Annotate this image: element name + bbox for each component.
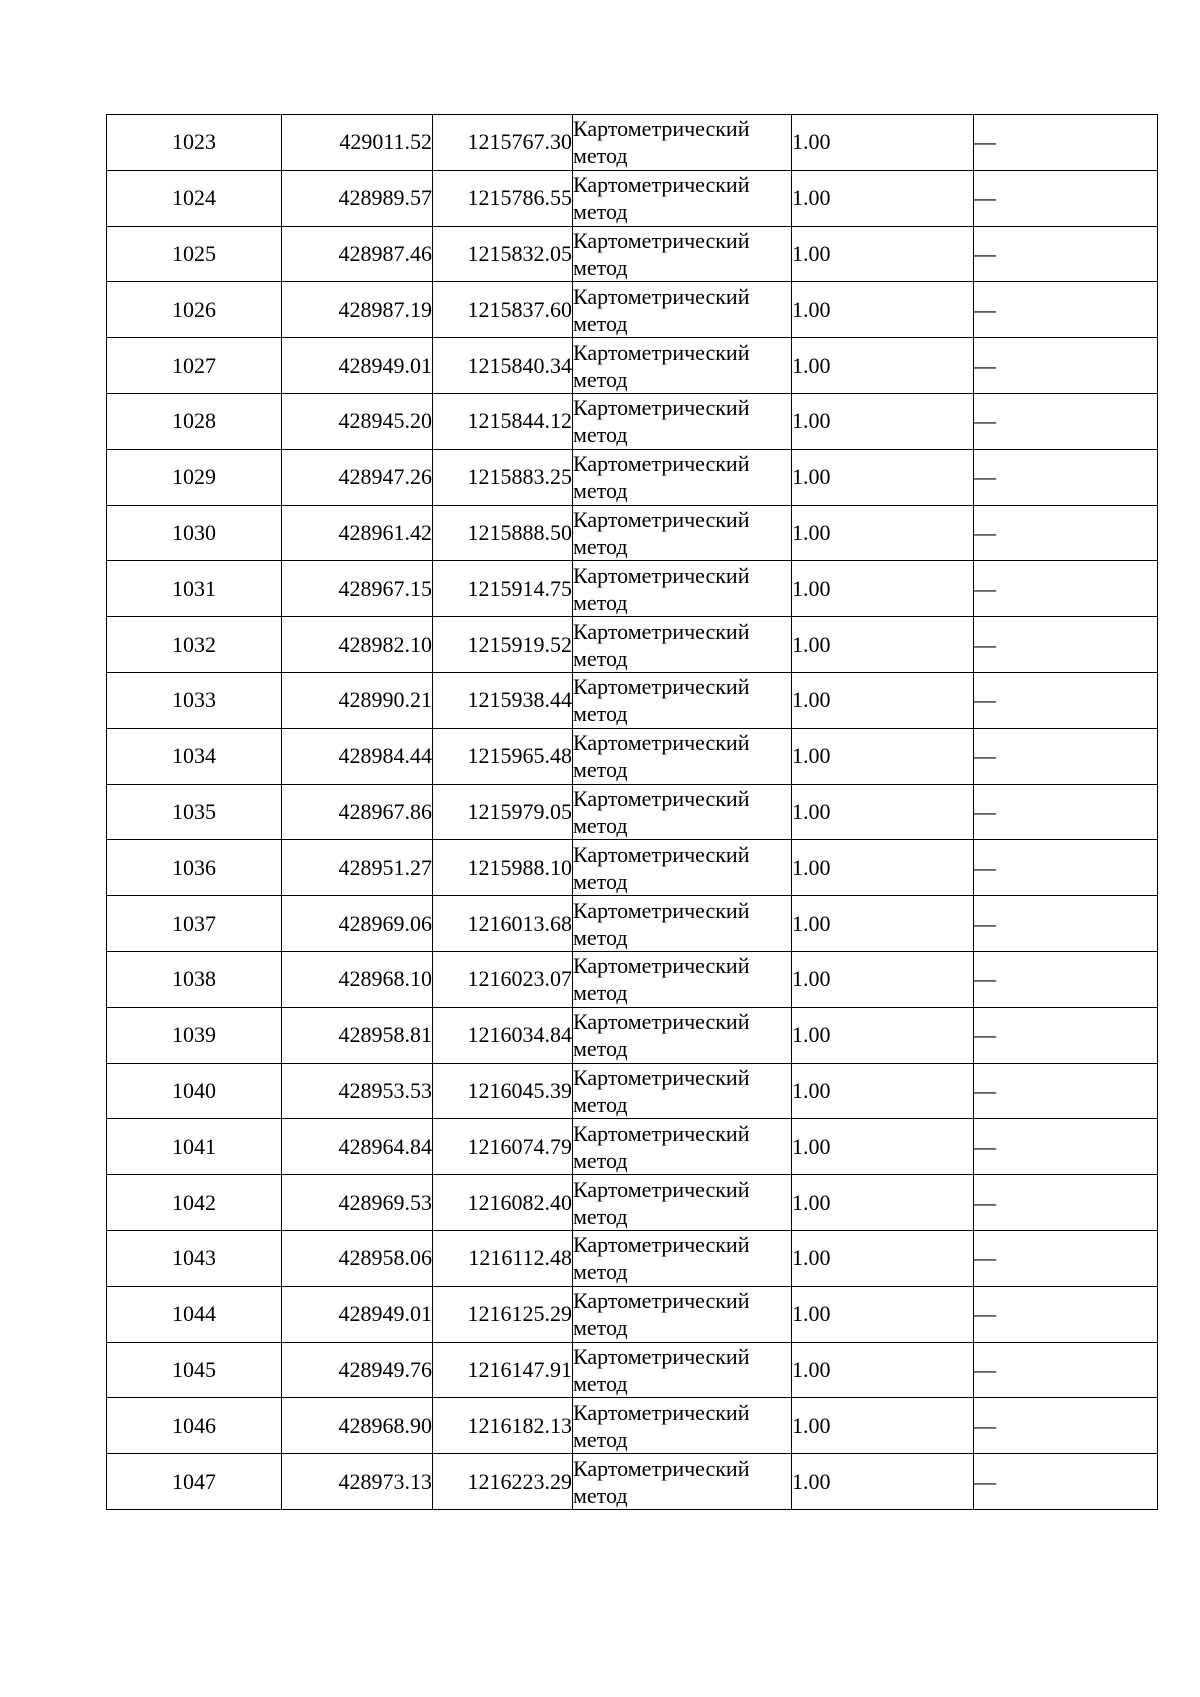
point-number-cell: 1024 <box>107 170 282 226</box>
y-coordinate-cell: 1215919.52 <box>433 617 573 673</box>
method-cell <box>573 728 792 784</box>
table-row <box>107 226 1158 282</box>
description-cell: — <box>974 561 1158 617</box>
x-coordinate-cell: 428982.10 <box>282 617 433 673</box>
precision-cell: 1.00 <box>792 840 974 896</box>
point-number-cell: 1045 <box>107 1342 282 1398</box>
method-text: Картометрический метод <box>573 283 750 336</box>
description-cell: — <box>974 896 1158 952</box>
table-row <box>107 1007 1158 1063</box>
precision-cell: 1.00 <box>792 896 974 952</box>
precision-cell: 1.00 <box>792 393 974 449</box>
precision-cell: 1.00 <box>792 505 974 561</box>
precision-cell: 1.00 <box>792 338 974 394</box>
method-cell <box>573 1119 792 1175</box>
method-text: Картометрический метод <box>573 1343 750 1396</box>
description-cell: — <box>974 1398 1158 1454</box>
x-coordinate-cell: 428987.46 <box>282 226 433 282</box>
y-coordinate-cell: 1216074.79 <box>433 1119 573 1175</box>
y-coordinate-cell: 1216182.13 <box>433 1398 573 1454</box>
description-cell: — <box>974 170 1158 226</box>
y-coordinate-cell: 1215832.05 <box>433 226 573 282</box>
description-cell: — <box>974 784 1158 840</box>
point-number-cell: 1027 <box>107 338 282 394</box>
y-coordinate-cell: 1216125.29 <box>433 1286 573 1342</box>
method-cell <box>573 505 792 561</box>
point-number-cell: 1040 <box>107 1063 282 1119</box>
point-number-cell: 1042 <box>107 1175 282 1231</box>
precision-cell: 1.00 <box>792 115 974 171</box>
method-text: Картометрический метод <box>573 172 750 225</box>
point-number-cell: 1028 <box>107 393 282 449</box>
x-coordinate-cell: 428987.19 <box>282 282 433 338</box>
method-text: Картометрический метод <box>573 841 750 894</box>
x-coordinate-cell: 428953.53 <box>282 1063 433 1119</box>
table-row <box>107 1286 1158 1342</box>
y-coordinate-cell: 1215965.48 <box>433 728 573 784</box>
x-coordinate-cell: 428973.13 <box>282 1454 433 1510</box>
precision-cell: 1.00 <box>792 1398 974 1454</box>
method-text: Картометрический метод <box>573 1399 750 1452</box>
precision-cell: 1.00 <box>792 1286 974 1342</box>
method-cell <box>573 449 792 505</box>
description-cell: — <box>974 1454 1158 1510</box>
method-text: Картометрический метод <box>573 785 750 838</box>
method-cell <box>573 282 792 338</box>
method-cell <box>573 672 792 728</box>
method-cell <box>573 1342 792 1398</box>
method-text: Картометрический метод <box>573 1120 750 1173</box>
precision-cell: 1.00 <box>792 1119 974 1175</box>
y-coordinate-cell: 1215767.30 <box>433 115 573 171</box>
description-cell: — <box>974 226 1158 282</box>
method-cell <box>573 617 792 673</box>
x-coordinate-cell: 428951.27 <box>282 840 433 896</box>
method-cell <box>573 1007 792 1063</box>
point-number-cell: 1031 <box>107 561 282 617</box>
description-cell: — <box>974 1230 1158 1286</box>
point-number-cell: 1023 <box>107 115 282 171</box>
x-coordinate-cell: 428989.57 <box>282 170 433 226</box>
method-cell <box>573 896 792 952</box>
y-coordinate-cell: 1215883.25 <box>433 449 573 505</box>
method-text: Картометрический метод <box>573 1232 750 1285</box>
precision-cell: 1.00 <box>792 449 974 505</box>
description-cell: — <box>974 338 1158 394</box>
precision-cell: 1.00 <box>792 282 974 338</box>
x-coordinate-cell: 428958.06 <box>282 1230 433 1286</box>
method-text: Картометрический метод <box>573 562 750 615</box>
table-row <box>107 1454 1158 1510</box>
precision-cell: 1.00 <box>792 672 974 728</box>
y-coordinate-cell: 1215979.05 <box>433 784 573 840</box>
x-coordinate-cell: 428947.26 <box>282 449 433 505</box>
point-number-cell: 1046 <box>107 1398 282 1454</box>
table-row <box>107 561 1158 617</box>
method-cell <box>573 951 792 1007</box>
method-text: Картометрический метод <box>573 953 750 1006</box>
y-coordinate-cell: 1215938.44 <box>433 672 573 728</box>
table-row <box>107 672 1158 728</box>
method-cell <box>573 115 792 171</box>
table-row <box>107 840 1158 896</box>
method-text: Картометрический метод <box>573 451 750 504</box>
method-cell <box>573 1286 792 1342</box>
method-cell <box>573 561 792 617</box>
y-coordinate-cell: 1215988.10 <box>433 840 573 896</box>
method-text: Картометрический метод <box>573 897 750 950</box>
method-text: Картометрический метод <box>573 1176 750 1229</box>
table-row <box>107 896 1158 952</box>
description-cell: — <box>974 1007 1158 1063</box>
point-number-cell: 1029 <box>107 449 282 505</box>
method-cell <box>573 784 792 840</box>
point-number-cell: 1026 <box>107 282 282 338</box>
method-text: Картометрический метод <box>573 1455 750 1508</box>
table-row <box>107 728 1158 784</box>
precision-cell: 1.00 <box>792 226 974 282</box>
point-number-cell: 1038 <box>107 951 282 1007</box>
y-coordinate-cell: 1215840.34 <box>433 338 573 394</box>
table-row <box>107 1063 1158 1119</box>
point-number-cell: 1034 <box>107 728 282 784</box>
x-coordinate-cell: 428949.01 <box>282 1286 433 1342</box>
method-text: Картометрический метод <box>573 227 750 280</box>
table-row <box>107 617 1158 673</box>
precision-cell: 1.00 <box>792 617 974 673</box>
method-cell <box>573 1063 792 1119</box>
x-coordinate-cell: 428969.06 <box>282 896 433 952</box>
coordinates-table-body <box>107 115 1158 1510</box>
point-number-cell: 1039 <box>107 1007 282 1063</box>
description-cell: — <box>974 1342 1158 1398</box>
method-cell <box>573 1454 792 1510</box>
x-coordinate-cell: 428961.42 <box>282 505 433 561</box>
method-text: Картометрический метод <box>573 395 750 448</box>
x-coordinate-cell: 428968.10 <box>282 951 433 1007</box>
method-text: Картометрический метод <box>573 339 750 392</box>
x-coordinate-cell: 428990.21 <box>282 672 433 728</box>
description-cell: — <box>974 672 1158 728</box>
method-cell <box>573 393 792 449</box>
table-row <box>107 505 1158 561</box>
method-text: Картометрический метод <box>573 1009 750 1062</box>
description-cell: — <box>974 1175 1158 1231</box>
description-cell: — <box>974 449 1158 505</box>
method-text: Картометрический метод <box>573 674 750 727</box>
method-text: Картометрический метод <box>573 730 750 783</box>
x-coordinate-cell: 428958.81 <box>282 1007 433 1063</box>
description-cell: — <box>974 505 1158 561</box>
x-coordinate-cell: 428945.20 <box>282 393 433 449</box>
method-cell <box>573 338 792 394</box>
method-text: Картометрический метод <box>573 506 750 559</box>
x-coordinate-cell: 428949.76 <box>282 1342 433 1398</box>
table-row <box>107 170 1158 226</box>
description-cell: — <box>974 840 1158 896</box>
precision-cell: 1.00 <box>792 1454 974 1510</box>
point-number-cell: 1043 <box>107 1230 282 1286</box>
precision-cell: 1.00 <box>792 951 974 1007</box>
y-coordinate-cell: 1216223.29 <box>433 1454 573 1510</box>
point-number-cell: 1036 <box>107 840 282 896</box>
description-cell: — <box>974 1119 1158 1175</box>
precision-cell: 1.00 <box>792 1007 974 1063</box>
table-row <box>107 338 1158 394</box>
table-row <box>107 1230 1158 1286</box>
precision-cell: 1.00 <box>792 1175 974 1231</box>
description-cell: — <box>974 617 1158 673</box>
description-cell: — <box>974 1286 1158 1342</box>
precision-cell: 1.00 <box>792 561 974 617</box>
y-coordinate-cell: 1215837.60 <box>433 282 573 338</box>
method-text: Картометрический метод <box>573 1288 750 1341</box>
y-coordinate-cell: 1216147.91 <box>433 1342 573 1398</box>
x-coordinate-cell: 429011.52 <box>282 115 433 171</box>
description-cell: — <box>974 393 1158 449</box>
method-cell <box>573 226 792 282</box>
point-number-cell: 1044 <box>107 1286 282 1342</box>
method-text: Картометрический метод <box>573 1064 750 1117</box>
table-row <box>107 393 1158 449</box>
point-number-cell: 1047 <box>107 1454 282 1510</box>
y-coordinate-cell: 1216082.40 <box>433 1175 573 1231</box>
method-cell <box>573 840 792 896</box>
method-cell <box>573 1175 792 1231</box>
table-row <box>107 1119 1158 1175</box>
y-coordinate-cell: 1215844.12 <box>433 393 573 449</box>
y-coordinate-cell: 1216023.07 <box>433 951 573 1007</box>
y-coordinate-cell: 1216034.84 <box>433 1007 573 1063</box>
x-coordinate-cell: 428984.44 <box>282 728 433 784</box>
precision-cell: 1.00 <box>792 1342 974 1398</box>
point-number-cell: 1032 <box>107 617 282 673</box>
y-coordinate-cell: 1216045.39 <box>433 1063 573 1119</box>
table-row <box>107 784 1158 840</box>
coordinates-table <box>106 114 1158 1510</box>
x-coordinate-cell: 428968.90 <box>282 1398 433 1454</box>
y-coordinate-cell: 1216112.48 <box>433 1230 573 1286</box>
table-row <box>107 1342 1158 1398</box>
description-cell: — <box>974 1063 1158 1119</box>
table-row <box>107 115 1158 171</box>
precision-cell: 1.00 <box>792 728 974 784</box>
y-coordinate-cell: 1216013.68 <box>433 896 573 952</box>
method-cell <box>573 1398 792 1454</box>
x-coordinate-cell: 428969.53 <box>282 1175 433 1231</box>
description-cell: — <box>974 282 1158 338</box>
y-coordinate-cell: 1215914.75 <box>433 561 573 617</box>
precision-cell: 1.00 <box>792 1063 974 1119</box>
method-cell <box>573 170 792 226</box>
point-number-cell: 1033 <box>107 672 282 728</box>
x-coordinate-cell: 428949.01 <box>282 338 433 394</box>
description-cell: — <box>974 728 1158 784</box>
y-coordinate-cell: 1215888.50 <box>433 505 573 561</box>
method-text: Картометрический метод <box>573 116 750 169</box>
precision-cell: 1.00 <box>792 170 974 226</box>
method-cell <box>573 1230 792 1286</box>
description-cell: — <box>974 951 1158 1007</box>
point-number-cell: 1025 <box>107 226 282 282</box>
point-number-cell: 1030 <box>107 505 282 561</box>
x-coordinate-cell: 428967.86 <box>282 784 433 840</box>
point-number-cell: 1041 <box>107 1119 282 1175</box>
description-cell: — <box>974 115 1158 171</box>
table-row <box>107 282 1158 338</box>
point-number-cell: 1037 <box>107 896 282 952</box>
x-coordinate-cell: 428964.84 <box>282 1119 433 1175</box>
table-row <box>107 951 1158 1007</box>
x-coordinate-cell: 428967.15 <box>282 561 433 617</box>
table-row <box>107 449 1158 505</box>
table-row <box>107 1398 1158 1454</box>
method-text: Картометрический метод <box>573 618 750 671</box>
table-row <box>107 1175 1158 1231</box>
point-number-cell: 1035 <box>107 784 282 840</box>
y-coordinate-cell: 1215786.55 <box>433 170 573 226</box>
precision-cell: 1.00 <box>792 1230 974 1286</box>
precision-cell: 1.00 <box>792 784 974 840</box>
